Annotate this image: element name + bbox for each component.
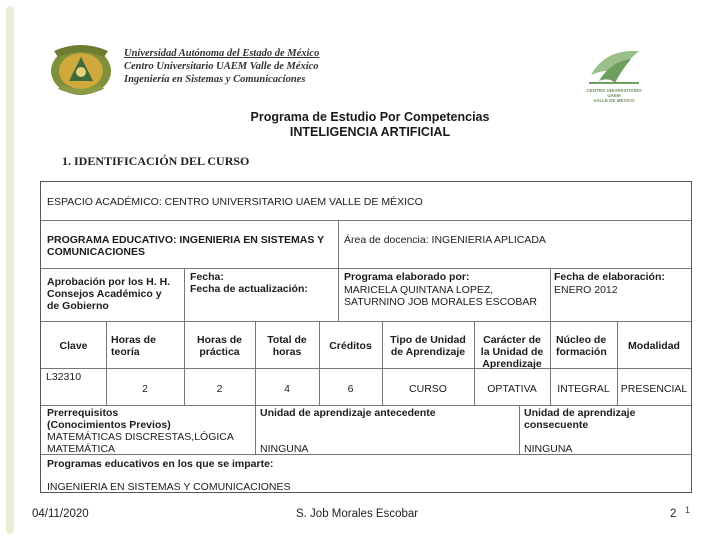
td-clave: L32310: [46, 371, 82, 383]
form-rule: [41, 220, 691, 221]
th-creditos: Créditos: [329, 340, 372, 352]
form-divider: [184, 268, 185, 321]
aprobacion-line-1: Aprobación por los H. H.: [47, 276, 171, 288]
th-nucleo-2: formación: [556, 346, 607, 358]
espacio-academico: ESPACIO ACADÉMICO: CENTRO UNIVERSITARIO UAEM VALLE DE MÉXICO: [47, 196, 423, 208]
cu-leaf-icon: [585, 45, 643, 87]
institution-header: [124, 47, 319, 86]
aprobacion-line-2: Consejos Académico y: [47, 288, 162, 300]
consecuente-label-2: consecuente: [524, 419, 589, 431]
prerrequisitos-label-2: (Conocimientos Previos): [47, 419, 171, 431]
footer-date: 04/11/2020: [32, 508, 89, 520]
td-modalidad: PRESENCIAL: [620, 383, 688, 395]
prerrequisitos-label-1: Prerrequisitos: [47, 407, 119, 419]
cu-logo-caption-1: CENTRO UNIVERSITARIO: [586, 88, 642, 93]
fecha-elaboracion-value: ENERO 2012: [554, 284, 618, 296]
program-title-line-2: INTELIGENCIA ARTIFICIAL: [289, 125, 451, 139]
form-divider: [255, 405, 256, 454]
form-rule: [41, 368, 691, 369]
th-total-horas-1: Total de: [267, 334, 307, 346]
td-tipo-unidad: CURSO: [409, 383, 447, 395]
institution-line-1: Universidad Autónoma del Estado de México: [124, 48, 320, 59]
footer-page-index: 1: [685, 505, 691, 515]
elaborado-label: Programa elaborado por:: [344, 271, 470, 283]
td-total-horas: 4: [284, 383, 290, 395]
fecha-elaboracion-label: Fecha de elaboración:: [554, 271, 665, 283]
th-horas-teoria-1: Horas de: [111, 334, 156, 346]
fecha-actualizacion-label: Fecha de actualización:: [190, 283, 308, 295]
cu-logo-caption-2: UAEM: [607, 93, 621, 98]
antecedente-value: NINGUNA: [260, 443, 309, 455]
uaem-crest-logo: [48, 41, 114, 97]
form-divider: [550, 268, 551, 321]
td-horas-practica: 2: [216, 383, 223, 395]
footer-page-number: 2: [670, 508, 677, 520]
th-horas-teoria-2: teoría: [111, 346, 140, 358]
form-rule: [41, 268, 691, 269]
course-identification-form: [40, 181, 692, 493]
programa-educativo-line-1: PROGRAMA EDUCATIVO: INGENIERIA EN SISTEMAS Y: [47, 234, 325, 246]
prerrequisitos-value-2: MATEMÁTICA: [47, 443, 116, 455]
th-caracter-3: Aprendizaje: [482, 358, 542, 370]
prerrequisitos-value-1: MATEMÁTICAS DISCRESTAS,LÓGICA: [47, 431, 234, 443]
form-divider: [338, 268, 339, 321]
programa-educativo-line-2: COMUNICACIONES: [47, 246, 146, 258]
th-tipo-unidad-1: Tipo de Unidad: [390, 334, 466, 346]
th-caracter-2: la Unidad de: [480, 346, 544, 358]
th-tipo-unidad-2: de Aprendizaje: [390, 346, 466, 358]
th-caracter-1: Carácter de: [483, 334, 541, 346]
program-title-line-1: Programa de Estudio Por Competencias: [250, 110, 490, 124]
elaborado-name-2: SATURNINO JOB MORALES ESCOBAR: [344, 296, 537, 308]
antecedente-label: Unidad de aprendizaje antecedente: [260, 407, 436, 419]
form-divider: [338, 220, 339, 268]
slide-accent-bar: [6, 6, 14, 534]
form-rule: [41, 321, 691, 322]
form-rule: [41, 454, 691, 455]
cu-logo-caption-3: VALLE DE MÉXICO: [593, 98, 635, 103]
aprobacion-line-3: de Gobierno: [47, 300, 109, 312]
area-docencia: Área de docencia: INGENIERIA APLICADA: [344, 234, 546, 246]
form-divider: [519, 405, 520, 454]
td-nucleo: INTEGRAL: [557, 383, 610, 395]
footer-author: S. Job Morales Escobar: [296, 508, 419, 520]
cu-valle-logo: [585, 45, 643, 103]
section-heading: 1. IDENTIFICACIÓN DEL CURSO: [62, 154, 250, 168]
fecha-label: Fecha:: [190, 271, 224, 283]
td-creditos: 6: [347, 383, 354, 395]
th-horas-practica-2: práctica: [199, 346, 240, 358]
td-caracter: OPTATIVA: [487, 383, 537, 395]
elaborado-name-1: MARICELA QUINTANA LOPEZ,: [344, 284, 494, 296]
programas-label: Programas educativos en los que se imparte:: [47, 458, 274, 470]
consecuente-value: NINGUNA: [524, 443, 573, 455]
td-horas-teoria: 2: [142, 383, 148, 395]
programas-value: INGENIERIA EN SISTEMAS Y COMUNICACIONES: [47, 481, 291, 493]
th-total-horas-2: horas: [272, 346, 302, 358]
institution-line-3: Ingeniería en Sistemas y Comunicaciones: [124, 74, 306, 85]
program-title: [220, 110, 520, 140]
consecuente-label-1: Unidad de aprendizaje: [524, 407, 636, 419]
th-clave: Clave: [59, 340, 88, 352]
th-horas-practica-1: Horas de: [197, 334, 242, 346]
form-rule: [41, 405, 691, 406]
th-modalidad: Modalidad: [628, 340, 680, 352]
th-nucleo-1: Núcleo de: [556, 334, 607, 346]
institution-line-2: Centro Universitario UAEM Valle de México: [124, 61, 319, 72]
